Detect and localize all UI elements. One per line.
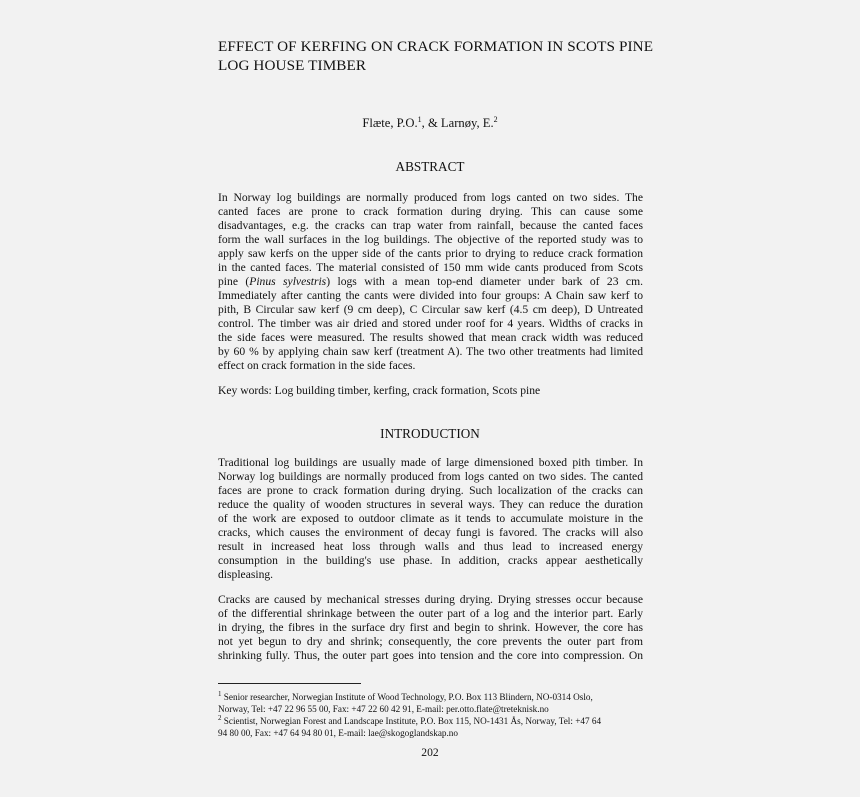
- footnote-2: [218, 712, 648, 739]
- intro-line: displeasing.: [218, 568, 274, 581]
- footnote-divider: [218, 683, 361, 684]
- keywords-text: Key words: Log building timber, kerfing, crack formation, Scots pine: [218, 384, 541, 397]
- author-2: Larnøy, E.: [440, 116, 494, 131]
- footnote-1-line-2: Norway, Tel: +47 22 96 55 00, Fax: +47 22 60 42 91, E-mail: per.otto.flate@treteknisk.no: [218, 704, 549, 715]
- intro-line: reduce the quality of wooden structures in several ways. They can reduce the duration: [218, 498, 643, 511]
- introduction-heading: INTRODUCTION: [380, 426, 480, 441]
- intro-line: faces are prone to crack formation during drying. Such localization of the cracks can: [218, 484, 643, 497]
- author-1: Flæte, P.O.: [362, 116, 418, 131]
- abstract-body: [218, 191, 643, 373]
- author-line: [0, 115, 860, 131]
- abstract-line-species: [218, 275, 643, 289]
- intro-line: consumption in the building's use phase. In addition, cracks appear aesthetically: [218, 554, 643, 567]
- intro-line: shrinking fully. Thus, the outer part goes into tension and the core into compression. On: [218, 649, 643, 662]
- species-pre-text: pine (: [218, 275, 250, 288]
- footnote-2-line-2: 94 80 00, Fax: +47 64 94 80 01, E-mail: lae@skogoglandskap.no: [218, 728, 458, 739]
- intro-line: in drying, the fibres in the surface dry first and begin to shrink. However, the core has: [218, 621, 643, 634]
- abstract-line: form the wall surfaces in the log buildings. The objective of the reported study was to: [218, 233, 643, 246]
- intro-line: cracks, which causes the environment of decay fungi is favored. The cracks will also: [218, 526, 643, 539]
- intro-line: Norway log buildings are normally produced from logs canted on two sides. The canted: [218, 470, 643, 483]
- abstract-line: Immediately after canting the cants were divided into four groups: A Chain saw kerf to: [218, 289, 643, 302]
- author-1-footnote-mark: 1: [417, 115, 422, 124]
- species-name: Pinus sylvestris: [249, 275, 327, 288]
- footnote-2-mark: 2: [218, 714, 222, 722]
- abstract-line: apply saw kerfs on the upper side of the cants prior to drying to reduce crack formation: [218, 247, 643, 260]
- abstract-line: control. The timber was air dried and stored under roof for 4 years. Widths of cracks in: [218, 317, 643, 330]
- intro-line: Cracks are caused by mechanical stresses during drying. Drying stresses occur because: [218, 593, 643, 606]
- abstract-line: pith, B Circular saw kerf (9 cm deep), C Circular saw kerf (4.5 cm deep), D Untreated: [218, 303, 643, 316]
- introduction-paragraph-2: [218, 593, 643, 663]
- intro-line: not yet begun to dry and shrink; consequently, the core prevents the outer part from: [218, 635, 643, 648]
- abstract-line: the side faces were measured. The results showed that mean crack width was reduced: [218, 331, 643, 344]
- keywords: [218, 384, 643, 398]
- abstract-line: disadvantages, e.g. the cracks can trap water from rainfall, because the canted faces: [218, 219, 643, 232]
- author-2-footnote-mark: 2: [493, 115, 498, 124]
- page-number: 202: [421, 746, 439, 759]
- footnote-1: [218, 688, 648, 715]
- abstract-line: canted faces are prone to crack formation during drying. This can cause some: [218, 205, 643, 218]
- abstract-line: In Norway log buildings are normally produced from logs canted on two sides. The: [218, 191, 643, 204]
- abstract-line: effect on crack formation in the side faces.: [218, 359, 416, 372]
- intro-line: of the work are exposed to outdoor climate as it tends to accumulate moisture in the: [218, 512, 643, 525]
- species-post-text: ) logs with a mean top-end diameter under bark of 23 cm.: [326, 275, 643, 288]
- footnote-2-line-1: Scientist, Norwegian Forest and Landscape Institute, P.O. Box 115, NO-1431 Ås, Norway, Tel: +47 64: [221, 716, 602, 727]
- intro-line: of the differential shrinkage between the outer part of a log and the interior part. Early: [218, 607, 643, 620]
- abstract-heading: ABSTRACT: [395, 159, 465, 174]
- paper-title: EFFECT OF KERFING ON CRACK FORMATION IN SCOTS PINE LOG HOUSE TIMBER: [218, 38, 654, 74]
- intro-line: Traditional log buildings are usually made of large dimensioned boxed pith timber. In: [218, 456, 643, 469]
- footnote-1-line-1: Senior researcher, Norwegian Institute of Wood Technology, P.O. Box 113 Blindern, NO-0314 Oslo,: [221, 692, 593, 703]
- footnote-1-mark: 1: [218, 690, 222, 698]
- introduction-paragraph-1: [218, 456, 643, 582]
- abstract-line: by 60 % by applying chain saw kerf (treatment A). The two other treatments had limited: [218, 345, 643, 358]
- abstract-line: in the canted faces. The material consisted of 150 mm wide cants produced from Scots: [218, 261, 643, 274]
- author-separator: , &: [421, 116, 441, 131]
- intro-line: result in increased heat loss through walls and thus lead to increased energy: [218, 540, 643, 553]
